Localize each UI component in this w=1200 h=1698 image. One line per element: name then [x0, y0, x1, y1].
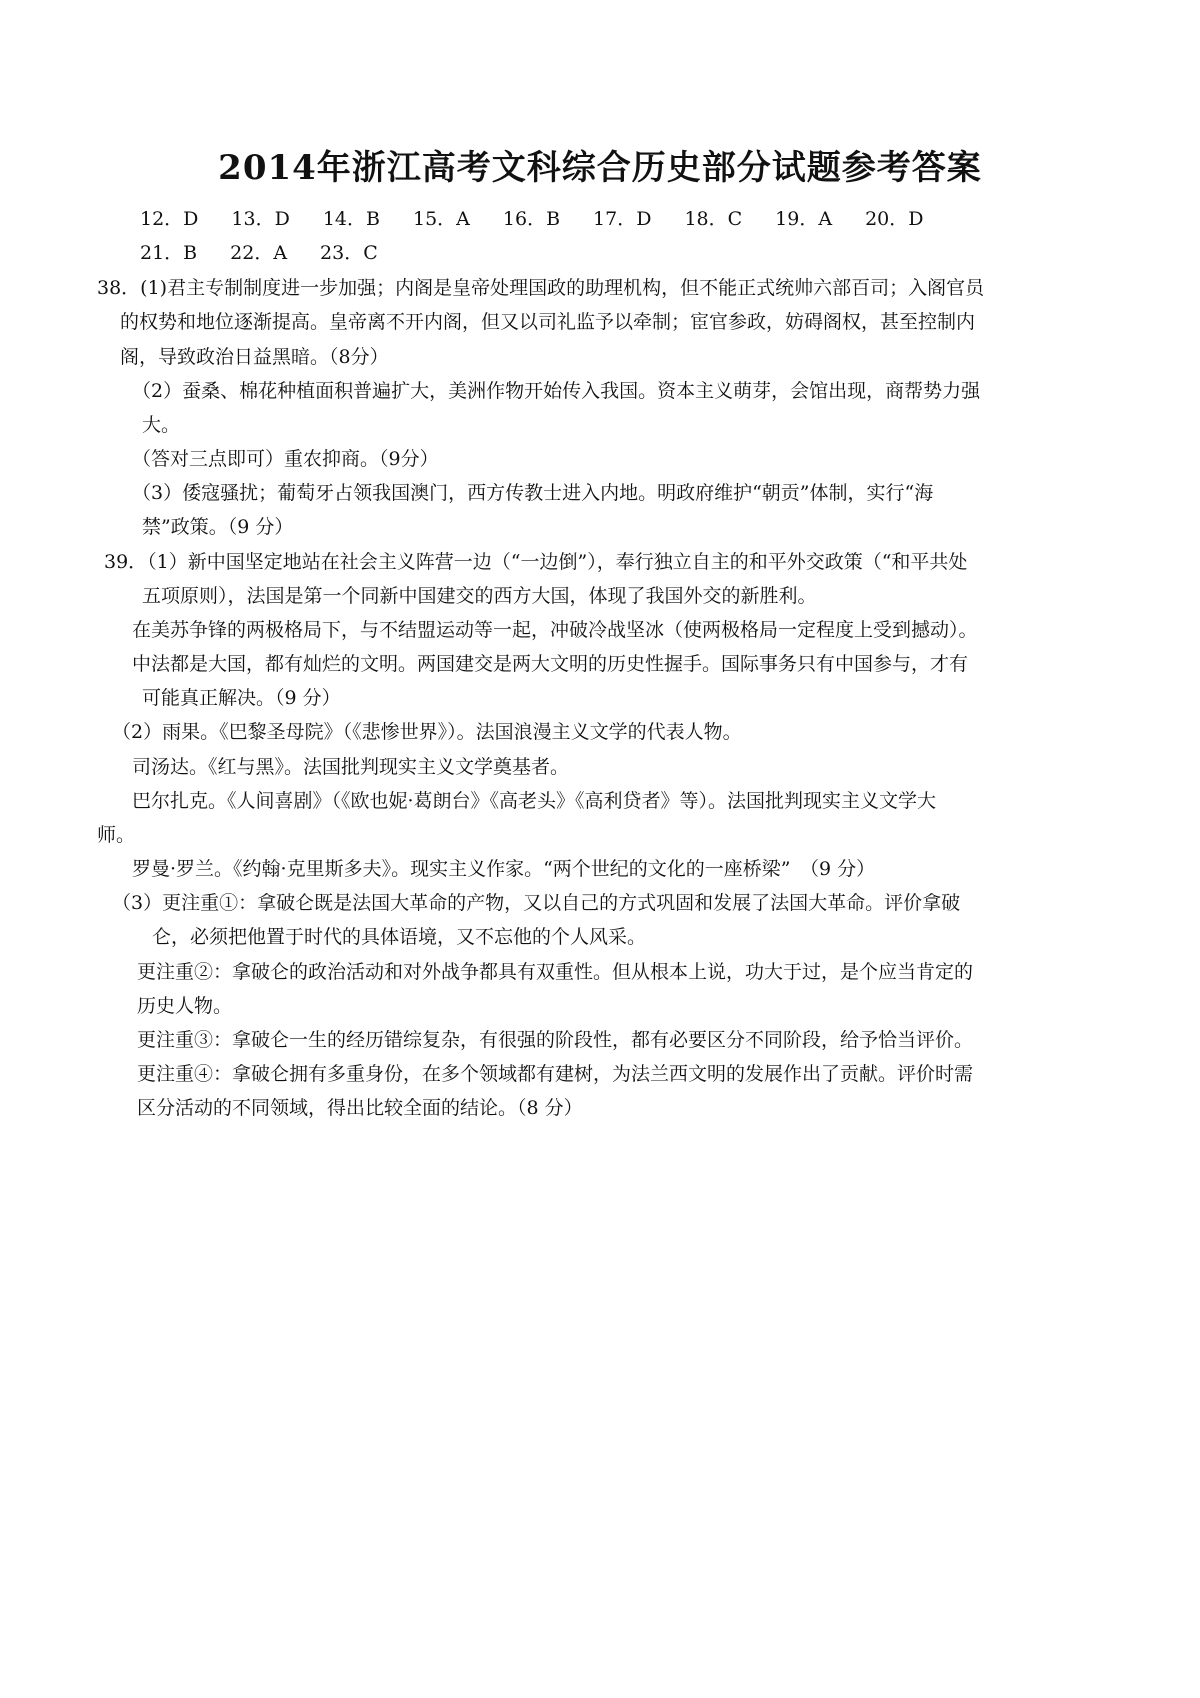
q39-part2-line3: 巴尔扎克。《人间喜剧》（《欧也妮·葛朗台》《高老头》《高利贷者》等）。法国批判现实主义文学大	[132, 790, 937, 812]
mc-answer: 15．A	[412, 208, 470, 230]
mc-answer: 18．C	[684, 208, 743, 230]
mc-answer: 17．D	[593, 208, 652, 230]
q39-part1-line3: 在美苏争锋的两极格局下，与不结盟运动等一起，冲破冷战坚冰（使两极格局一定程度上受到撼动）。	[132, 619, 978, 641]
mc-answer: 20．D	[865, 208, 924, 230]
q38-part3-line1: （3）倭寇骚扰；葡萄牙占领我国澳门，西方传教士进入内地。明政府维护“朝贡”体制，实行“海	[132, 482, 934, 504]
mc-answer: 23．C	[320, 242, 378, 264]
mc-answer: 21．B	[140, 242, 198, 264]
q38-part1-line2: 的权势和地位逐渐提高。皇帝离不开内阁，但又以司礼监予以牵制；宦官参政，妨碍阁权，甚至控制内	[120, 311, 976, 333]
q39-part2-line2: 司汤达。《红与黑》。法国批判现实主义文学奠基者。	[132, 756, 570, 778]
q38-part1-line1: 38．(1)君主专制制度进一步加强；内阁是皇帝处理国政的助理机构，但不能正式统帅六部百司；入阁官员	[97, 277, 985, 299]
q39-part1-line4: 中法都是大国，都有灿烂的文明。两国建交是两大文明的历史性握手。国际事务只有中国参与，才有	[132, 653, 969, 675]
q39-part1-line1: 39．（1）新中国坚定地站在社会主义阵营一边（“一边倒”），奉行独立自主的和平外交政策（“和平共处	[104, 551, 968, 573]
mc-answers-row-2	[140, 241, 411, 265]
document-title: 2014年浙江高考文科综合历史部分试题参考答案	[218, 148, 982, 188]
q39-part3-line7: 区分活动的不同领域，得出比较全面的结论。（8 分）	[137, 1097, 583, 1119]
q39-part3-line6: 更注重④：拿破仑拥有多重身份，在多个领域都有建树，为法兰西文明的发展作出了贡献。评价时需	[137, 1063, 974, 1085]
q39-part1-line2: 五项原则），法国是第一个同新中国建交的西方大国，体现了我国外交的新胜利。	[142, 585, 817, 607]
q38-part2-line3: （答对三点即可）重农抑商。（9分）	[132, 448, 439, 470]
mc-answer: 12．D	[140, 208, 199, 230]
q39-part1-line5: 可能真正解决。（9 分）	[142, 687, 341, 709]
q38-part3-line2: 禁”政策。（9 分）	[142, 516, 294, 538]
q39-part3-line5: 更注重③：拿破仑一生的经历错综复杂，有很强的阶段性，都有必要区分不同阶段，给予恰当评价。	[137, 1029, 974, 1051]
q38-part1-line3: 阁，导致政治日益黑暗。（8分）	[120, 346, 389, 368]
mc-answer: 19．A	[775, 208, 833, 230]
q38-part2-line2: 大。	[142, 414, 181, 436]
q39-part3-line1: （3）更注重①：拿破仑既是法国大革命的产物，又以自己的方式巩固和发展了法国大革命。评价拿破	[112, 892, 961, 914]
q39-part3-line3: 更注重②：拿破仑的政治活动和对外战争都具有双重性。但从根本上说，功大于过，是个应当肯定的	[137, 961, 974, 983]
mc-answer: 13．D	[231, 208, 290, 230]
mc-answer: 16．B	[502, 208, 561, 230]
q39-part2-line1: （2）雨果。《巴黎圣母院》（《悲惨世界》）。法国浪漫主义文学的代表人物。	[112, 721, 742, 743]
q38-part2-line1: （2）蚕桑、棉花种植面积普遍扩大，美洲作物开始传入我国。资本主义萌芽，会馆出现，商帮势力强	[132, 380, 981, 402]
q39-part3-line4: 历史人物。	[137, 995, 233, 1017]
q39-part2-line4: 师。	[97, 824, 136, 846]
mc-answer: 22．A	[230, 242, 288, 264]
mc-answer: 14．B	[322, 208, 380, 230]
q39-part2-line5: 罗曼·罗兰。《约翰·克里斯多夫》。现实主义作家。“两个世纪的文化的一座桥梁” （9 分）	[132, 858, 876, 880]
q39-part3-line2: 仑，必须把他置于时代的具体语境，又不忘他的个人风采。	[152, 926, 647, 948]
mc-answers-row-1	[140, 207, 957, 231]
